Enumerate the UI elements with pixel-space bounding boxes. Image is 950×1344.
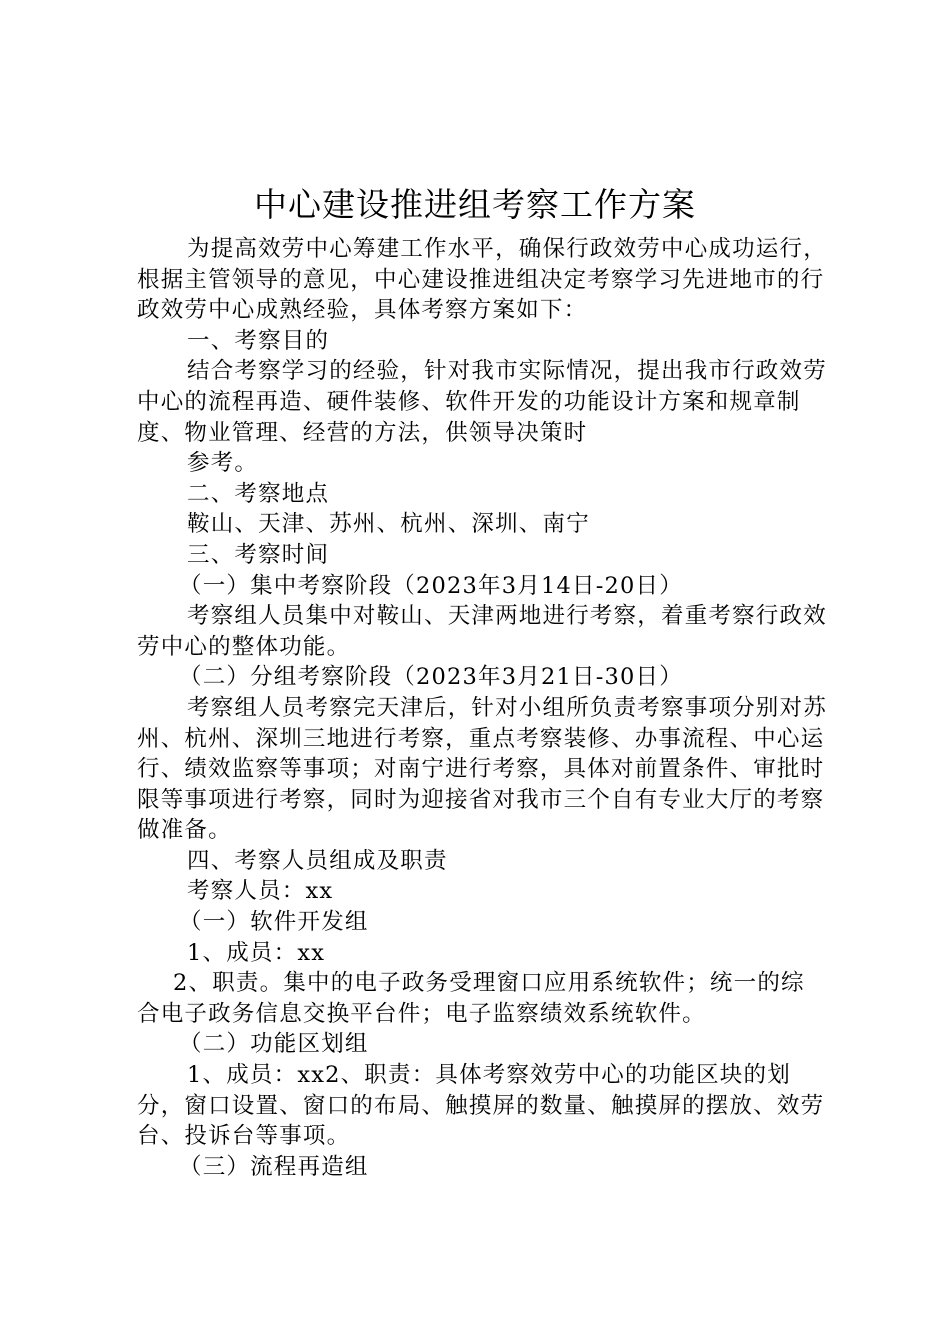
- function-group-paragraph: 1、成员：xx2、职责：具体考察效劳中心的功能区块的划分，窗口设置、窗口的布局、触摸屏的数量、触摸屏的摆放、效劳台、投诉台等事项。: [137, 1062, 825, 1150]
- section-heading-time: 三、考察时间: [187, 541, 330, 568]
- purpose-continuation: 参考。: [187, 450, 259, 477]
- subheading-group-stage: （二）分组考察阶段（2023年3月21日-30日）: [179, 664, 683, 691]
- group-stage-paragraph: 考察组人员考察完天津后，针对小组所负责考察事项分别对苏州、杭州、深圳三地进行考察，重点考察装修、办事流程、中心运行、绩效监察等事项；对南宁进行考察，具体对前置条件、审批时限等事项进行考察，同时为迎接省对我市三个自有专业大厅的考察做准备。: [137, 694, 827, 844]
- subheading-centralized-stage: （一）集中考察阶段（2023年3月14日-20日）: [179, 572, 683, 599]
- document-title: 中心建设推进组考察工作方案: [254, 185, 696, 224]
- section-heading-purpose: 一、考察目的: [187, 327, 330, 354]
- intro-paragraph: 为提高效劳中心筹建工作水平，确保行政效劳中心成功运行，根据主管领导的意见，中心建设推进组决定考察学习先进地市的行政效劳中心成熟经验，具体考察方案如下：: [137, 236, 827, 324]
- software-duties: 2、职责。集中的电子政务受理窗口应用系统软件；统一的综合电子政务信息交换平台件；电子监察绩效系统软件。: [137, 970, 805, 1027]
- document-body: [137, 234, 827, 1182]
- software-members: 1、成员：xx: [187, 939, 326, 966]
- subheading-function-group: （二）功能区划组: [179, 1031, 369, 1058]
- subheading-software-group: （一）软件开发组: [179, 909, 369, 936]
- section-heading-personnel: 四、考察人员组成及职责: [187, 847, 448, 874]
- centralized-stage-paragraph: 考察组人员集中对鞍山、天津两地进行考察，着重考察行政效劳中心的整体功能。: [137, 603, 827, 660]
- section-heading-locations: 二、考察地点: [187, 480, 330, 507]
- locations-paragraph: 鞍山、天津、苏州、杭州、深圳、南宁: [187, 511, 590, 538]
- subheading-process-group: （三）流程再造组: [179, 1153, 369, 1180]
- purpose-paragraph: 结合考察学习的经验，针对我市实际情况，提出我市行政效劳中心的流程再造、硬件装修、软件开发的功能设计方案和规章制度、物业管理、经营的方法，供领导决策时: [137, 358, 827, 446]
- personnel-paragraph: 考察人员：xx: [187, 878, 334, 905]
